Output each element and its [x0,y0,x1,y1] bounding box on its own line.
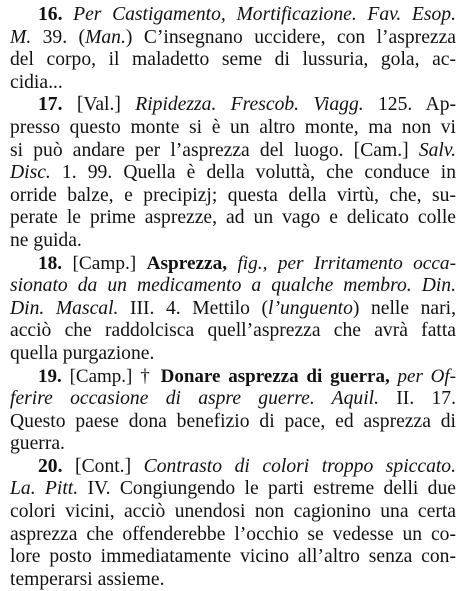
entry [10,253,456,366]
text-line [10,524,456,547]
text-segment: Donare asprezza di guerra, [160,365,398,387]
text-segment: si può andare per l’asprezza del luogo. [Cam.] [10,139,419,161]
text-segment: asprezza che offenderebbe l’occhio se vedesse un co- [10,523,456,545]
text-segment: [Cont.] [75,455,144,477]
text-segment: fig., per Irritamento occa- [237,252,456,274]
text-line [10,388,456,411]
text-segment: Per Castigamento, Mortificazione. Fav. Esop. [73,4,457,25]
text-line [10,140,456,163]
text-line [10,207,456,230]
text-line [10,27,456,50]
text-segment: 1. 99. Quella è della voluttà, che conduce in [50,162,456,184]
text-segment: Questo paese dona benefizio di pace, ed asprezza di [10,410,456,432]
text-line [10,546,456,569]
text-segment: Din. Mascal. [10,297,119,319]
text-line [10,275,456,298]
text-segment: acciò che raddolcisca quell’asprezza che avrà fatta [10,320,456,342]
text-segment: colori vicini, acciò unendosi non cagionino una certa [10,501,456,523]
entry [10,366,456,456]
text-segment: temperarsi assieme. [10,568,165,590]
entry-number: 19. [38,365,70,387]
text-segment: perate le prime asprezze, ad un vago e delicato colle [10,207,456,229]
text-segment: del corpo, il maladetto seme di lussuria, gola, ac- [10,49,456,71]
text-segment: Asprezza, [146,252,238,274]
text-segment: M. [10,26,32,48]
text-line [10,298,456,321]
text-segment: presso questo monte si è un altro monte, ma non vi [10,116,456,138]
text-segment: [Camp.] [72,252,147,274]
text-line [10,501,456,524]
text-segment: ferire occasione di aspre guerre. Aquil. [10,388,379,410]
text-segment: lore posto immediatamente vicino all’altro senza con- [10,546,456,568]
text-segment: 39. ( [31,26,86,48]
text-segment: ne guida. [10,229,82,251]
text-segment: cidia... [10,71,63,93]
text-line [10,478,456,501]
entry-number: 20. [38,455,76,477]
text-segment: Contrasto di colori troppo spiccato. [143,455,457,477]
entry-number: 18. [38,252,73,274]
text-line [10,320,456,343]
text-line [10,569,456,591]
text-line [10,456,456,479]
text-line [10,94,456,117]
text-line [10,49,456,72]
text-segment: II. 17. [379,388,456,410]
text-segment: [Val.] [76,94,136,116]
text-segment: [Camp.] † [69,365,161,387]
text-segment: Man. [85,26,126,48]
text-segment: Disc. [10,162,51,184]
text-segment: sionato da un medicamento a qualche membro. Din. [10,275,456,297]
text-line [10,72,456,95]
entry [10,94,456,252]
text-segment: orride balze, e precipizj; questa della virtù, che, su- [10,184,456,206]
text-segment: l’unguento [268,297,353,319]
text-segment: per Of- [397,365,456,387]
text-line [10,4,456,27]
text-segment: ) nelle nari, [352,297,456,319]
text-segment: IV. Congiungendo le parti estreme delli due [78,478,456,500]
text-segment: 125. Ap- [363,94,457,116]
text-segment: La. Pitt. [10,478,79,500]
text-line [10,185,456,208]
entry-number: 17. [38,94,77,116]
text-segment: Ripidezza. Frescob. Viagg. [135,94,364,116]
text-segment: guerra. [10,433,65,455]
text-segment: Salv. [418,139,456,161]
text-line [10,253,456,276]
entry [10,456,456,591]
text-line [10,230,456,253]
entry-number: 16. [38,4,74,25]
text-segment: quella purgazione. [10,342,155,364]
text-segment: ) C’insegnano uccidere, con l’asprezza [125,26,456,48]
text-line [10,366,456,389]
text-line [10,433,456,456]
entry [10,4,456,94]
text-line [10,162,456,185]
text-line [10,343,456,366]
text-line [10,117,456,140]
text-line [10,411,456,434]
text-segment: III. 4. Mettilo ( [118,297,269,319]
